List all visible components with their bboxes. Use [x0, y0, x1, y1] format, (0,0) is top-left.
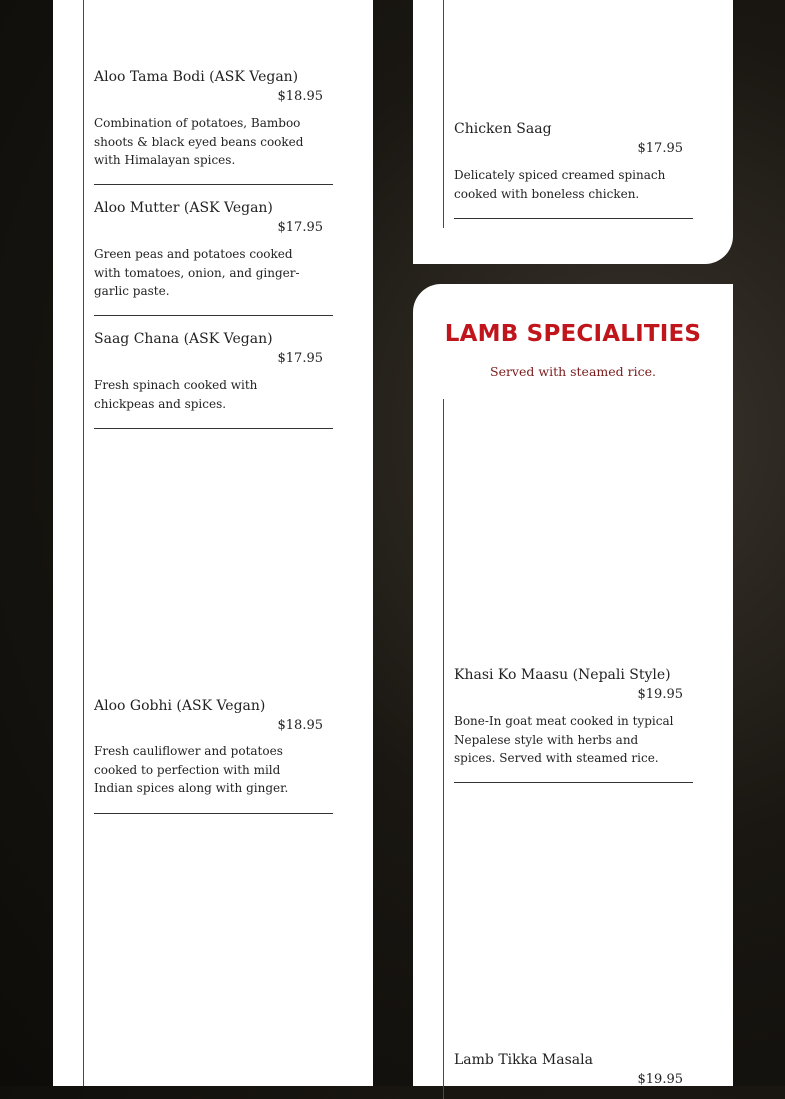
item-divider	[94, 315, 333, 316]
menu-item	[94, 200, 333, 298]
item-price: $18.95	[277, 718, 323, 733]
accent-line	[443, 399, 444, 1099]
menu-card-lamb	[413, 284, 733, 1086]
item-price: $19.95	[637, 1072, 683, 1087]
item-price: $17.95	[277, 220, 323, 235]
item-name: Saag Chana (ASK Vegan)	[94, 331, 273, 347]
menu-item	[454, 121, 693, 201]
item-name: Aloo Gobhi (ASK Vegan)	[94, 698, 266, 714]
item-description: Combination of potatoes, Bamboo shoots & black eyed beans cooked with Himalayan spices.	[94, 116, 304, 167]
section-subtitle: Served with steamed rice.	[490, 364, 656, 379]
item-name: Khasi Ko Maasu (Nepali Style)	[454, 667, 671, 683]
item-price: $17.95	[277, 351, 323, 366]
item-divider	[94, 428, 333, 429]
menu-card-vegetarian	[53, 0, 373, 1086]
item-description: Green peas and potatoes cooked with tomatoes, onion, and ginger-garlic paste.	[94, 247, 300, 298]
menu-item	[94, 698, 333, 795]
item-name: Lamb Tikka Masala	[454, 1052, 593, 1068]
menu-item	[454, 1052, 693, 1087]
menu-item	[94, 331, 333, 411]
item-price: $19.95	[637, 687, 683, 702]
item-price: $17.95	[637, 141, 683, 156]
menu-item	[454, 667, 693, 765]
item-divider	[454, 218, 693, 219]
item-description: Delicately spiced creamed spinach cooked with boneless chicken.	[454, 168, 666, 201]
item-name: Chicken Saag	[454, 121, 552, 137]
item-name: Aloo Mutter (ASK Vegan)	[94, 200, 273, 216]
item-divider	[94, 184, 333, 185]
section-title: LAMB SPECIALITIES	[444, 321, 702, 347]
item-name: Aloo Tama Bodi (ASK Vegan)	[94, 69, 299, 85]
item-price: $18.95	[277, 89, 323, 104]
item-description: Fresh cauliflower and potatoes cooked to perfection with mild Indian spices along with ginger.	[94, 744, 289, 795]
menu-item	[94, 69, 333, 167]
accent-line	[443, 0, 444, 228]
item-divider	[94, 813, 333, 814]
item-divider	[454, 782, 693, 783]
menu-card-chicken	[413, 0, 733, 264]
item-description: Bone-In goat meat cooked in typical Nepalese style with herbs and spices. Served with steamed rice.	[454, 714, 674, 765]
accent-line	[83, 0, 84, 1086]
item-description: Fresh spinach cooked with chickpeas and spices.	[94, 378, 258, 411]
